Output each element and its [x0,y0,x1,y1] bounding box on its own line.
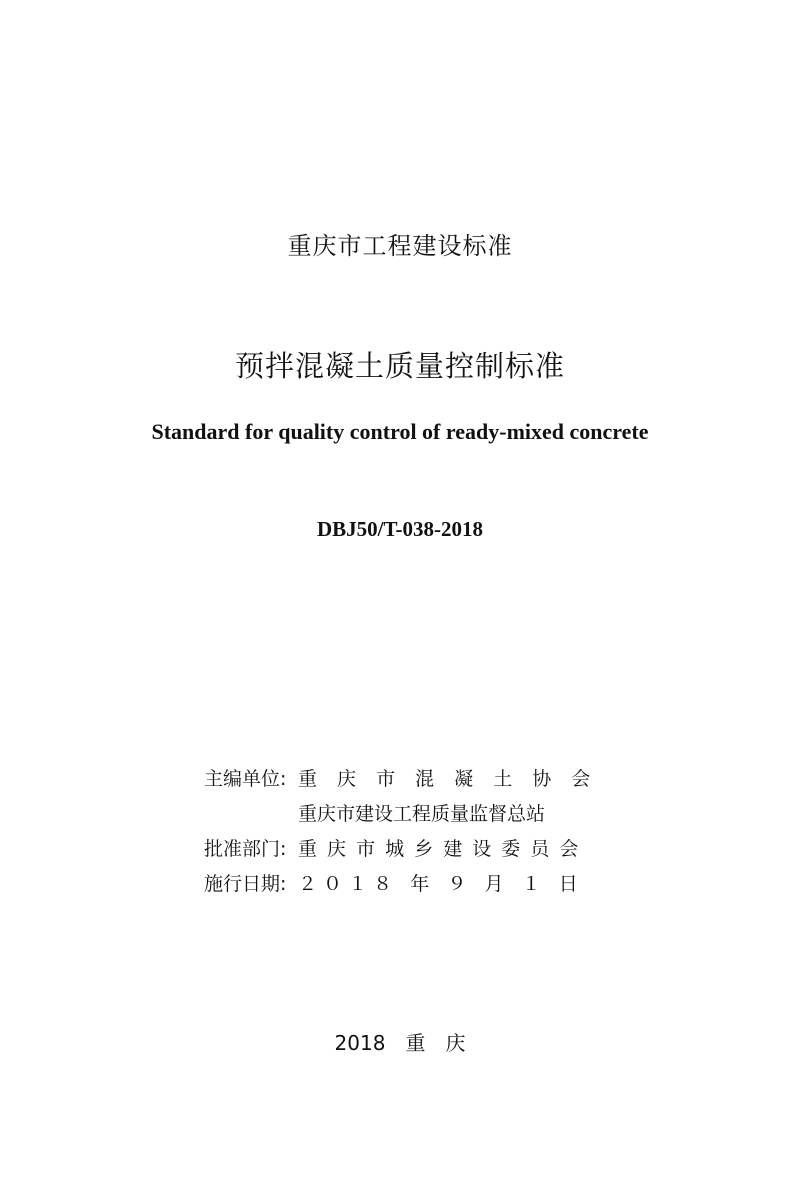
approval-value: 重 庆 市 城 乡 建 设 委 员 会 [298,838,581,860]
approval-row [204,832,597,867]
editor-label: 主编单位: [204,768,287,790]
standard-code: DBJ50/T-038-2018 [316,517,484,541]
editor-row [204,762,597,797]
editor-primary: 重 庆 市 混 凝 土 协 会 [298,768,598,790]
approval-label: 批准部门: [204,838,287,860]
document-title-chinese: 预拌混凝土质量控制标准 [234,349,565,383]
document-title-english: Standard for quality control of ready-mixed concrete [151,419,649,444]
series-title: 重庆市工程建设标准 [287,232,513,260]
effective-date-value: ２ ０ １ ８ 年 ９ 月 １ 日 [298,873,578,895]
effective-date-label: 施行日期: [204,873,287,895]
editor-row-secondary [204,797,597,832]
publication-details [204,762,597,902]
effective-date-row [204,867,597,902]
publication-footer: 2018 重 庆 [334,1031,466,1055]
editor-secondary: 重庆市建设工程质量监督总站 [298,803,546,825]
